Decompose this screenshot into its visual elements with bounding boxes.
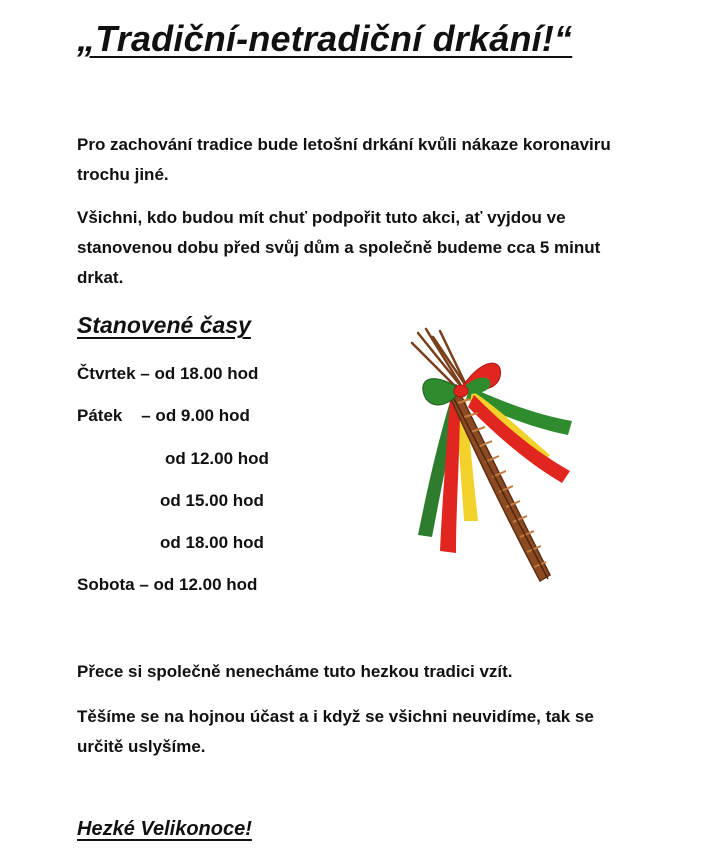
easter-whip-illustration <box>400 325 590 590</box>
schedule-row-friday-15: od 15.00 hod <box>160 491 264 510</box>
easter-whip-icon <box>400 325 590 590</box>
intro-paragraph-1: Pro zachování tradice bude letošní drkání kvůli nákaze koronaviru trochu jiné. <box>77 135 611 184</box>
intro-paragraph-2: Všichni, kdo budou mít chuť podpořit tuto akci, ať vyjdou ve stanovenou dobu před svůj dům a společně budeme cca 5 minut drkat. <box>77 208 601 287</box>
closing-paragraph-2: Těšíme se na hojnou účast a i když se všichni neuvidíme, tak se určitě uslyšíme. <box>77 707 594 756</box>
schedule-row-friday-12: od 12.00 hod <box>165 449 269 468</box>
footer-greeting: Hezké Velikonoce! <box>77 818 252 840</box>
page-title: „Tradiční-netradiční drkání!“ <box>77 18 573 59</box>
schedule-row-friday: Pátek – od 9.00 hod <box>77 406 250 425</box>
schedule-row-saturday: Sobota – od 12.00 hod <box>77 575 258 594</box>
schedule-row-thursday: Čtvrtek – od 18.00 hod <box>77 364 259 383</box>
closing-paragraph-1: Přece si společně nenecháme tuto hezkou tradici vzít. <box>77 662 513 681</box>
schedule-row-friday-18: od 18.00 hod <box>160 533 264 552</box>
schedule-heading: Stanovené časy <box>77 312 251 338</box>
